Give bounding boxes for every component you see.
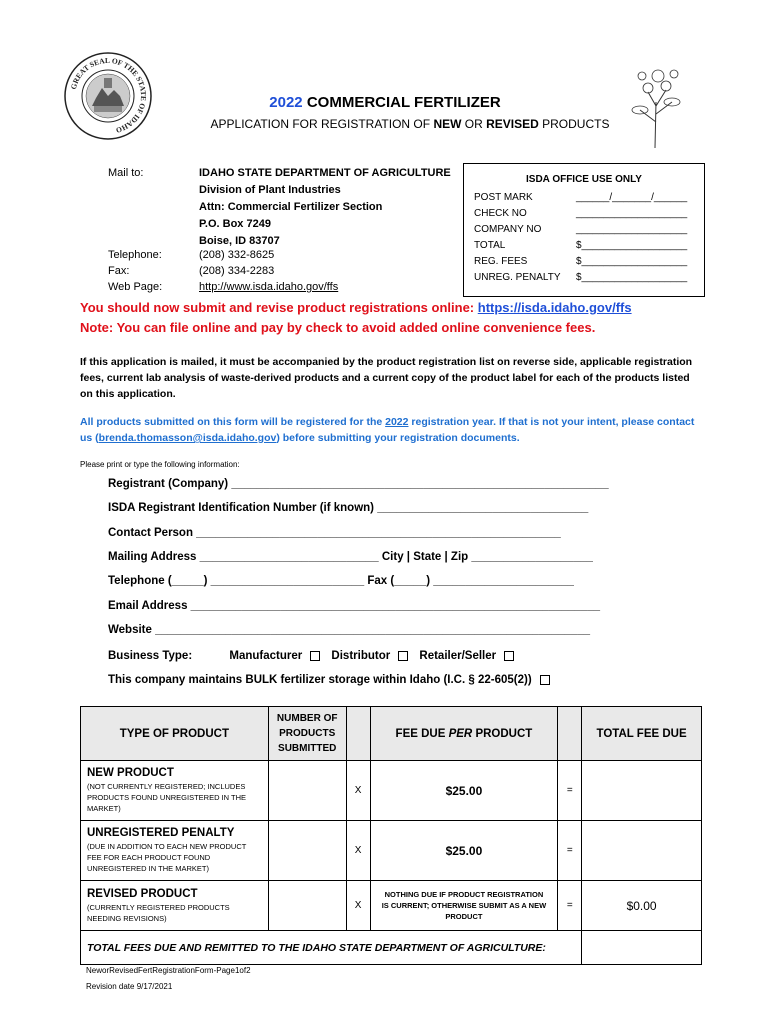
product-type-cell (81, 881, 269, 931)
fee-value: NOTHING DUE IF PRODUCT REGISTRATION IS CURRENT; OTHERWISE SUBMIT AS A NEW PRODUCT (370, 881, 558, 931)
office-row (474, 224, 694, 235)
revision-date: Revision date 9/17/2021 (86, 982, 173, 991)
office-row-value: $___________________ (576, 240, 688, 251)
table-row (81, 761, 702, 821)
office-row-value: ____________________ (576, 224, 688, 235)
table-row (81, 821, 702, 881)
equals-sign: = (558, 881, 582, 931)
telephone-value: (208) 332-8625 (199, 249, 275, 261)
business-type-label: Business Type: (108, 650, 193, 662)
office-row-value: $___________________ (576, 256, 688, 267)
fee-note: Note: You can file online and pay by check to avoid added online convenience fees. (80, 320, 596, 335)
office-row (474, 192, 694, 203)
number-input-cell[interactable] (268, 821, 346, 881)
address-line: P.O. Box 7249 (199, 218, 271, 230)
grand-total-cell[interactable] (582, 931, 702, 965)
form-subtitle (0, 117, 770, 131)
product-type-cell (81, 821, 269, 881)
office-row-label: REG. FEES (474, 256, 528, 267)
note-text: ) before submitting your registration documents. (276, 432, 520, 444)
header-fee-text: FEE DUE (395, 727, 449, 740)
mailing-address (199, 165, 451, 250)
number-input-cell[interactable] (268, 761, 346, 821)
header-number: NUMBER OF PRODUCTS SUBMITTED (268, 707, 346, 761)
website-field[interactable]: Website ____________________________________________________________________ (108, 624, 590, 636)
subtitle-end: PRODUCTS (538, 117, 610, 131)
retailer-checkbox[interactable] (504, 651, 514, 661)
svg-text:GREAT SEAL OF THE STATE OF IDA: GREAT SEAL OF THE STATE OF IDAHO (68, 55, 149, 135)
isda-id-field[interactable]: ISDA Registrant Identification Number (if known) _________________________________ (108, 502, 589, 514)
office-row-label: COMPANY NO (474, 224, 542, 235)
distributor-checkbox[interactable] (398, 651, 408, 661)
note-text: registration year. If that is not your intent, please contact us ( (80, 416, 695, 444)
total-label: TOTAL FEES DUE AND REMITTED TO THE IDAHO STATE DEPARTMENT OF AGRICULTURE: (81, 931, 582, 965)
header-total: TOTAL FEE DUE (582, 707, 702, 761)
subtitle-revised: REVISED (486, 117, 539, 131)
form-title (0, 94, 770, 111)
web-label: Web Page: (108, 281, 163, 293)
product-desc: (DUE IN ADDITION TO EACH NEW PRODUCT FEE FOR EACH PRODUCT FOUND UNREGISTERED IN THE MARKET) (87, 842, 247, 873)
equals-sign: = (558, 821, 582, 881)
address-line: Attn: Commercial Fertilizer Section (199, 201, 383, 213)
address-line: IDAHO STATE DEPARTMENT OF AGRICULTURE (199, 167, 451, 179)
multiply-sign: X (346, 761, 370, 821)
bulk-storage-label: This company maintains BULK fertilizer storage within Idaho (I.C. § 22-605(2)) (108, 674, 532, 686)
multiply-sign: X (346, 881, 370, 931)
form-title-text: COMMERCIAL FERTILIZER (306, 94, 501, 111)
bulk-storage-checkbox[interactable] (540, 675, 550, 685)
email-field[interactable]: Email Address ________________________________________________________________ (108, 600, 600, 612)
address-line: Boise, ID 83707 (199, 235, 280, 247)
office-row-value: $___________________ (576, 272, 688, 283)
subtitle-or: OR (461, 117, 487, 131)
subtitle-new: NEW (433, 117, 462, 131)
fee-table (80, 706, 702, 965)
office-row-value: ____________________ (576, 208, 688, 219)
header-fee-per: PER (448, 727, 473, 740)
contact-labels (108, 247, 162, 295)
fee-value: $25.00 (370, 761, 558, 821)
office-row-label: UNREG. PENALTY (474, 272, 561, 283)
office-row-value: ______/_______/______ (576, 192, 688, 203)
office-row (474, 256, 694, 267)
office-row-label: CHECK NO (474, 208, 527, 219)
distributor-label: Distributor (331, 650, 391, 662)
header-spacer (558, 707, 582, 761)
fax-label: Fax: (108, 265, 130, 277)
total-value: $0.00 (582, 881, 702, 931)
product-title: UNREGISTERED PENALTY (87, 827, 235, 839)
manufacturer-checkbox[interactable] (310, 651, 320, 661)
office-row (474, 272, 694, 283)
header-fee (370, 707, 558, 761)
office-row (474, 208, 694, 219)
product-type-cell (81, 761, 269, 821)
mailing-instructions: If this application is mailed, it must be accompanied by the product registration list on reverse side, applicable registration fees, current lab analysis of waste-derived products and a current copy of the product label for each of the products listed on this application. (80, 356, 693, 400)
fax-value: (208) 334-2283 (199, 265, 275, 277)
office-use-box (463, 163, 705, 297)
product-desc: (CURRENTLY REGISTERED PRODUCTS NEEDING REVISIONS) (87, 902, 230, 923)
subtitle-part: APPLICATION FOR REGISTRATION OF (210, 117, 434, 131)
contact-person-field[interactable]: Contact Person _________________________________________________________ (108, 527, 561, 539)
office-row-label: POST MARK (474, 192, 533, 203)
product-title: REVISED PRODUCT (87, 887, 198, 900)
registrant-field[interactable]: Registrant (Company) ___________________________________________________________ (108, 478, 609, 490)
office-use-heading: ISDA OFFICE USE ONLY (526, 174, 642, 185)
product-title: NEW PRODUCT (87, 767, 174, 779)
online-notice (80, 300, 632, 315)
office-row-label: TOTAL (474, 240, 506, 251)
fee-value: $25.00 (370, 821, 558, 881)
mail-to-label: Mail to: (108, 167, 144, 179)
table-row (81, 881, 702, 931)
note-year: 2022 (385, 416, 409, 428)
web-link[interactable]: http://www.isda.idaho.gov/ffs (199, 281, 339, 293)
online-notice-text: You should now submit and revise product registrations online: (80, 300, 478, 315)
retailer-label: Retailer/Seller (419, 650, 497, 662)
multiply-sign: X (346, 821, 370, 881)
mailing-address-field[interactable]: Mailing Address ____________________________ City | State | Zip ___________________ (108, 551, 593, 563)
telephone-fax-field[interactable]: Telephone (_____) ________________________ Fax (_____) ______________________ (108, 575, 574, 587)
note-text: All products submitted on this form will be registered for the (80, 416, 386, 428)
total-input-cell[interactable] (582, 821, 702, 881)
contact-email-link[interactable]: brenda.thomasson@isda.idaho.gov (98, 432, 277, 444)
registration-year-note (80, 414, 700, 446)
telephone-label: Telephone: (108, 249, 162, 261)
total-row (81, 931, 702, 965)
equals-sign: = (558, 761, 582, 821)
bulk-storage-row (108, 674, 550, 686)
product-desc: (NOT CURRENTLY REGISTERED; INCLUDES PRODUCTS FOUND UNREGISTERED IN THE MARKET) (87, 782, 247, 813)
manufacturer-label: Manufacturer (229, 650, 303, 662)
form-id: NeworRevisedFertRegistrationForm-Page1of2 (86, 966, 251, 975)
print-note: Please print or type the following information: (80, 460, 240, 469)
total-input-cell[interactable] (582, 761, 702, 821)
business-type-row (108, 650, 514, 662)
number-input-cell[interactable] (268, 881, 346, 931)
header-spacer (346, 707, 370, 761)
office-row (474, 240, 694, 251)
online-link[interactable]: https://isda.idaho.gov/ffs (477, 300, 632, 315)
form-year: 2022 (269, 94, 303, 111)
header-type: TYPE OF PRODUCT (81, 707, 269, 761)
address-line: Division of Plant Industries (199, 184, 341, 196)
contact-values (199, 247, 338, 295)
table-header-row (81, 707, 702, 761)
header-fee-text: PRODUCT (472, 727, 533, 740)
